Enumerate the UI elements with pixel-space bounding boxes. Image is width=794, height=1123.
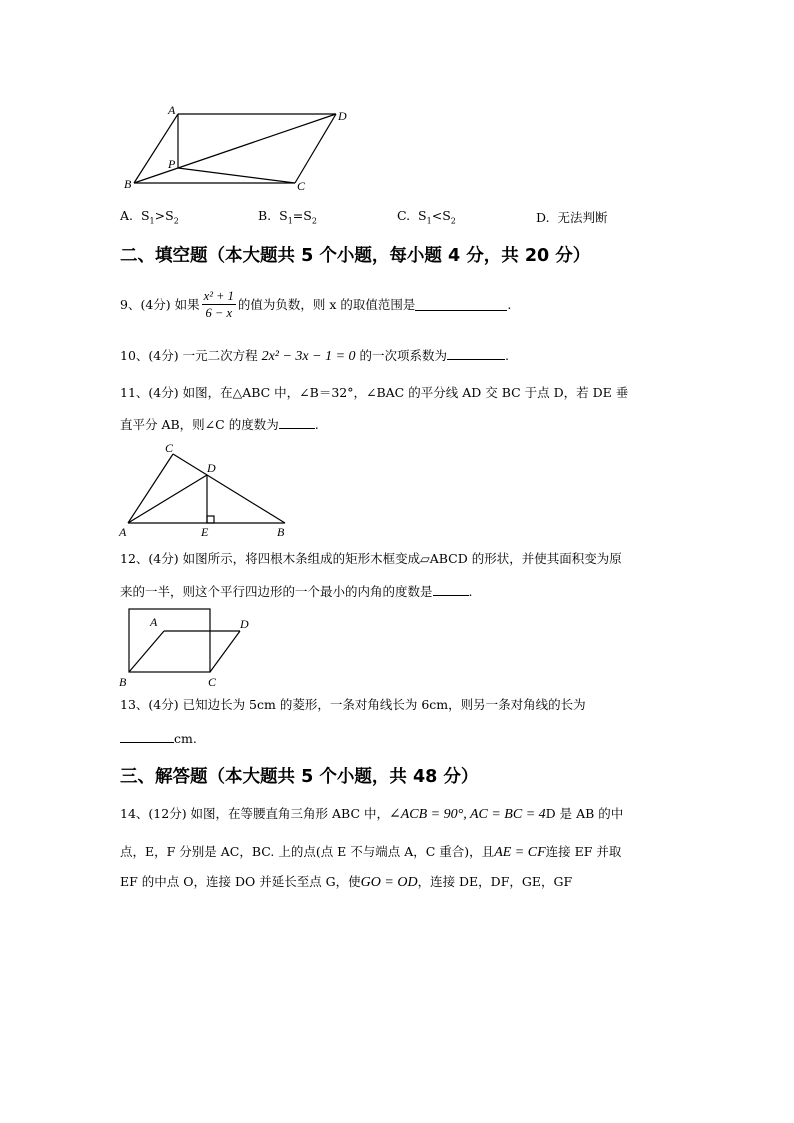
label-d: D [338, 109, 347, 123]
label-d: D [207, 461, 216, 475]
label-a: A [119, 525, 127, 539]
option-a[interactable]: A. $S_1>S_2$ [120, 208, 179, 226]
question-14-line2: 点，E，F 分别是 AC，BC. 上的点(点 E 不与端点 A，C 重合)，且AE = CF连接 EF 并取 [120, 844, 622, 860]
label-e: E [201, 525, 209, 539]
answer-blank-11[interactable] [279, 416, 315, 429]
option-d[interactable]: D. 无法判断 [536, 210, 608, 225]
question-11-line1: 11、(4分) 如图，在△ABC 中，∠B＝32°，∠BAC 的平分线 AD 交 BC 于点 D，若 DE 垂 [120, 385, 629, 400]
answer-blank-13[interactable] [120, 730, 174, 743]
rectangle-parallelogram-figure-q12 [112, 602, 262, 690]
option-b[interactable]: B. $S_1=S_2$ [258, 208, 317, 226]
question-14-line1: 14、(12分) 如图，在等腰直角三角形 ABC 中，∠ACB = 90°, AC = BC = 4D 是 AB 的中 [120, 806, 624, 822]
question-13-line2: cm. [120, 730, 197, 747]
section-heading-solutions: 三、解答题（本大题共 5 个小题，共 48 分） [120, 767, 479, 787]
label-c: C [165, 441, 174, 455]
question-12-line1: 12、(4分) 如图所示，将四根木条组成的矩形木框变成▱ABCD 的形状，并使其面积变为原 [120, 551, 622, 566]
label-c: C [208, 675, 217, 689]
question-10: 10、(4分) 一元二次方程 2x² − 3x − 1 = 0 的一次项系数为 . [120, 348, 510, 364]
fraction: $\frac{\text{x² + 1}}{6 - x}$ [203, 289, 234, 320]
label-c: C [297, 179, 306, 193]
answer-blank-9[interactable] [415, 298, 507, 311]
question-12-line2: 来的一半，则这个平行四边形的一个最小的内角的度数是 . [120, 584, 473, 599]
label-b: B [119, 675, 127, 689]
parallelogram-figure-q8 [110, 100, 370, 200]
label-a: A [150, 615, 158, 629]
triangle-figure-q11 [115, 438, 295, 542]
answer-blank-12[interactable] [433, 583, 469, 596]
label-b: B [277, 525, 285, 539]
option-c[interactable]: C. $S_1<S_2$ [397, 208, 456, 226]
label-p: P [168, 157, 176, 171]
answer-blank-10[interactable] [447, 347, 505, 360]
question-14-line3: EF 的中点 O，连接 DO 并延长至点 G，使GO = OD，连接 DE，DF，GE，GF [120, 874, 573, 890]
label-a: A [168, 103, 176, 117]
question-13-line1: 13、(4分) 已知边长为 5cm 的菱形，一条对角线长为 6cm，则另一条对角线的长为 [120, 697, 586, 712]
label-b: B [124, 177, 132, 191]
label-d: D [240, 617, 249, 631]
section-heading-fill-in: 二、填空题（本大题共 5 个小题，每小题 4 分，共 20 分） [120, 246, 591, 266]
question-11-line2: 直平分 AB，则∠C 的度数为 . [120, 417, 319, 432]
question-9: 9、(4分) 如果 $\frac{\text{x² + 1}}{6 - x}$ 的值为负数，则 x 的取值范围是 . [120, 289, 512, 320]
